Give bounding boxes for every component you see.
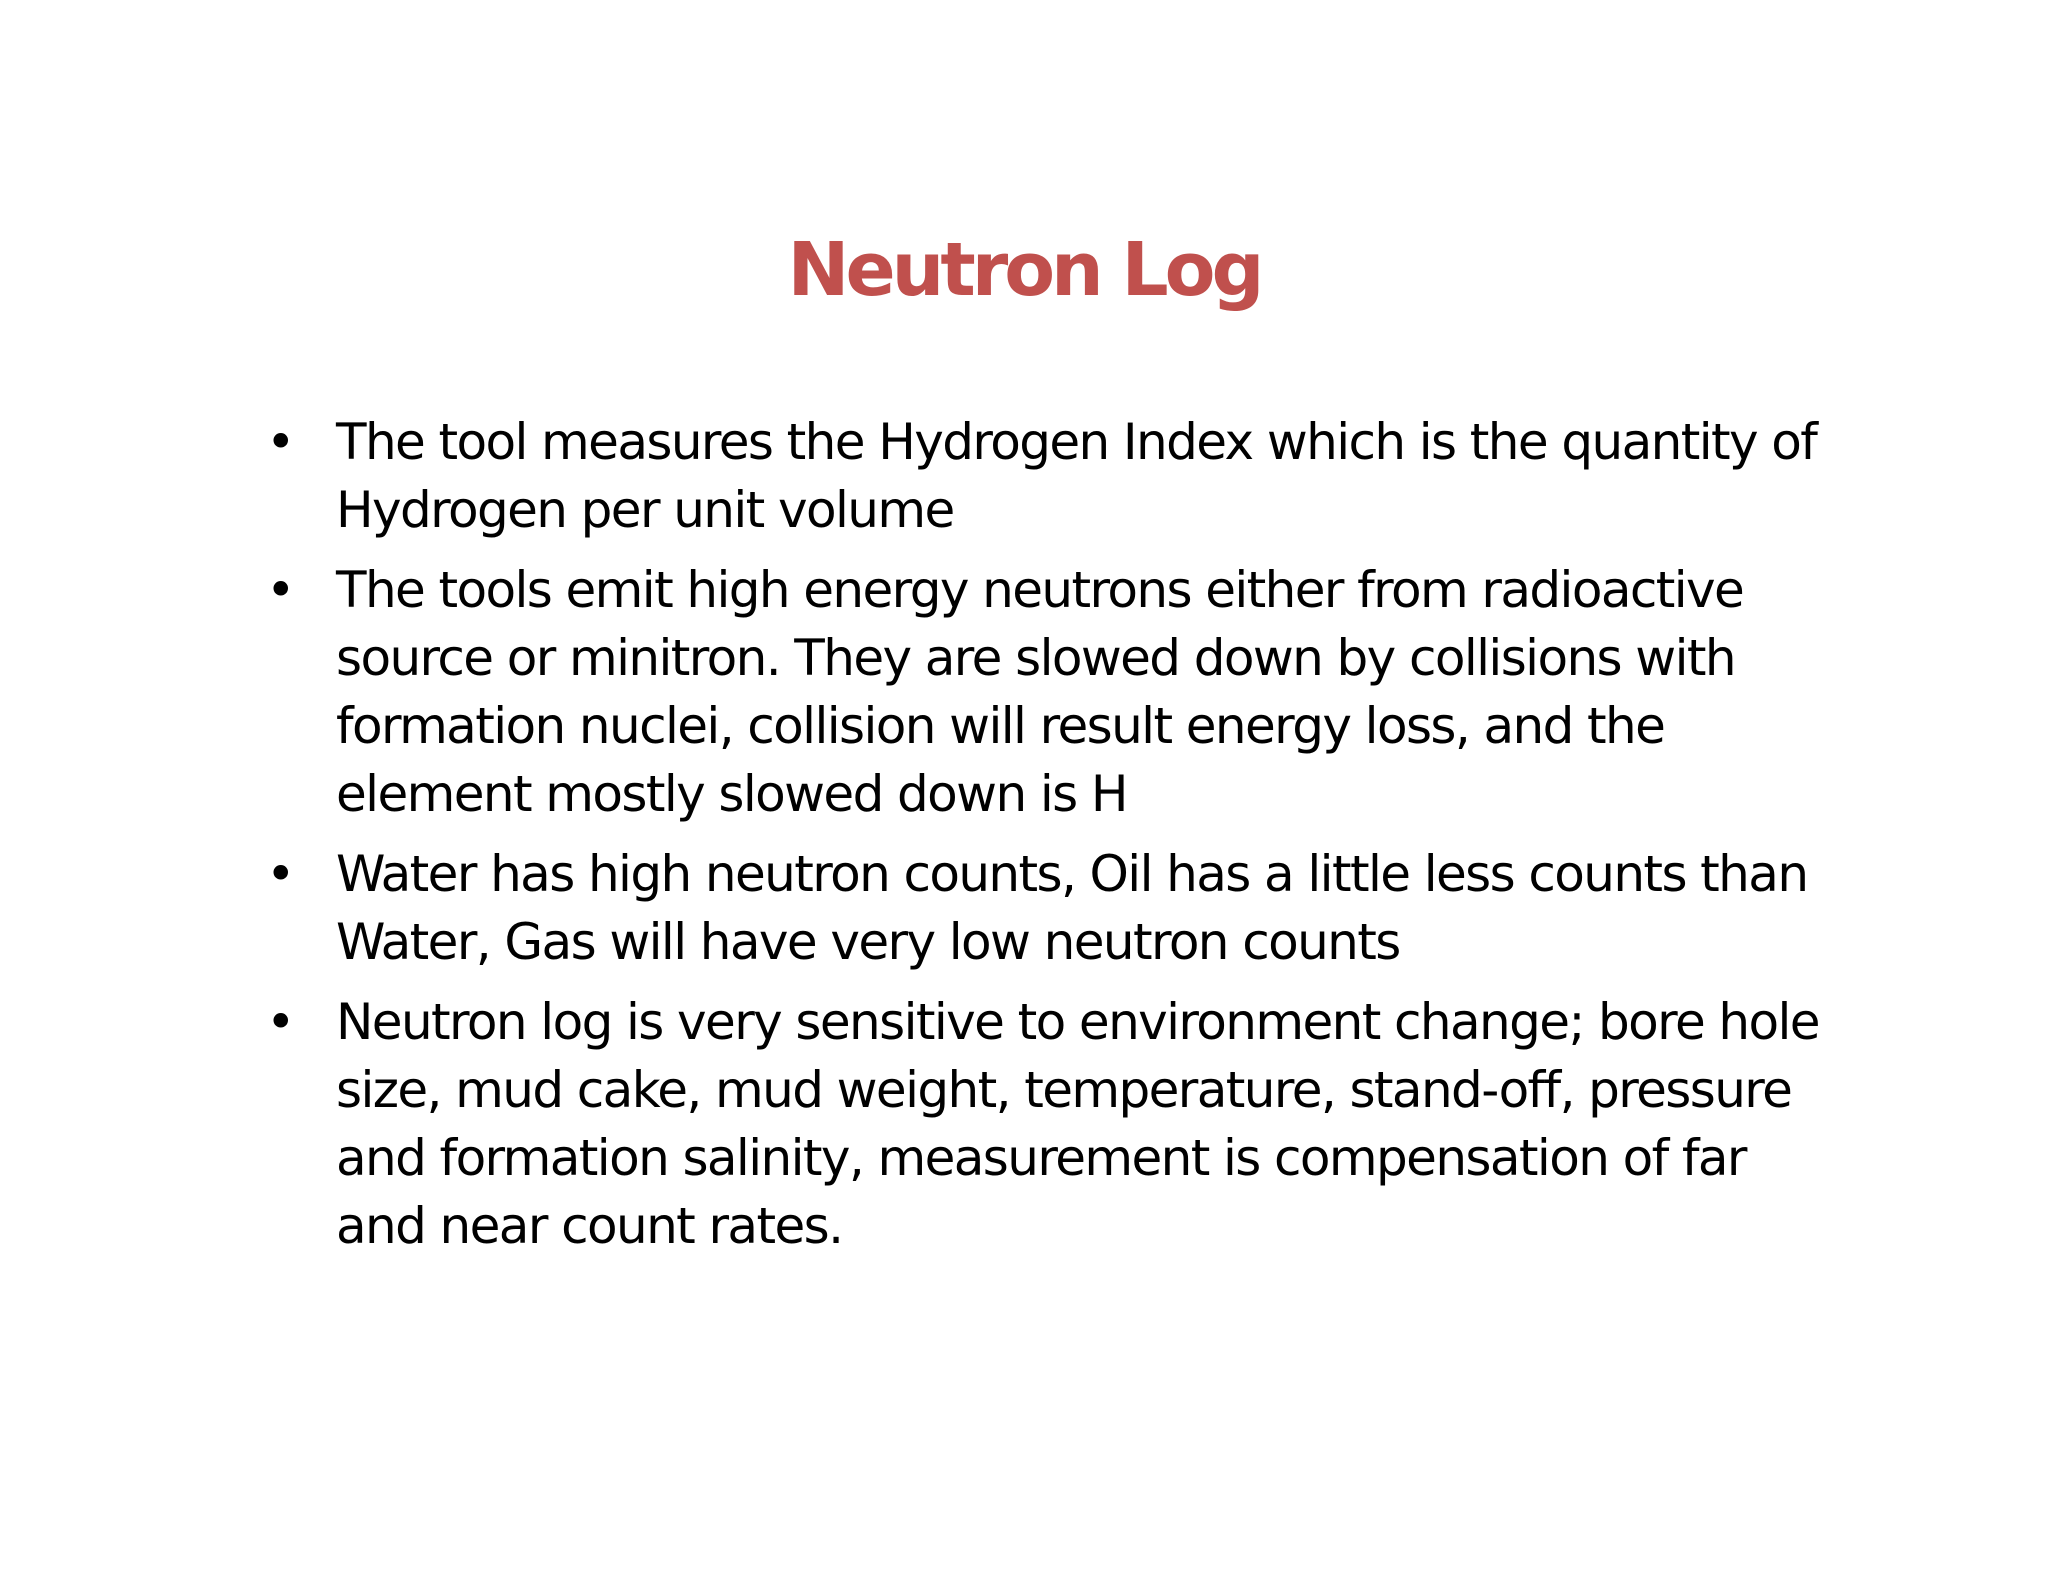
bullet-icon: • [266,993,294,1051]
slide-title: Neutron Log [787,227,1261,313]
bullet-text: The tool measures the Hydrogen Index which is the quantity of Hydrogen per unit volume [336,413,1817,539]
bullet-icon: • [266,561,294,619]
bullet-icon: • [266,845,294,903]
bullet-text: The tools emit high energy neutrons either from radioactive source or minitron. They are slowed down by collisions with formation nuclei, collision will result energy loss, and the element mostly slowed down is H [336,561,1744,823]
bullet-item-4 [250,988,1830,1260]
bullet-icon: • [266,413,294,471]
bullet-text: Water has high neutron counts, Oil has a little less counts than Water, Gas will have very low neutron counts [336,845,1808,971]
bullet-text: Neutron log is very sensitive to environment change; bore hole size, mud cake, mud weight, temperature, stand-off, pressure and formation salinity, measurement is compensation of far and near count rates. [336,993,1819,1255]
bullet-item-3 [250,840,1830,976]
bullet-list [250,408,1830,1272]
bullet-item-1 [250,408,1830,544]
bullet-item-2 [250,556,1830,828]
